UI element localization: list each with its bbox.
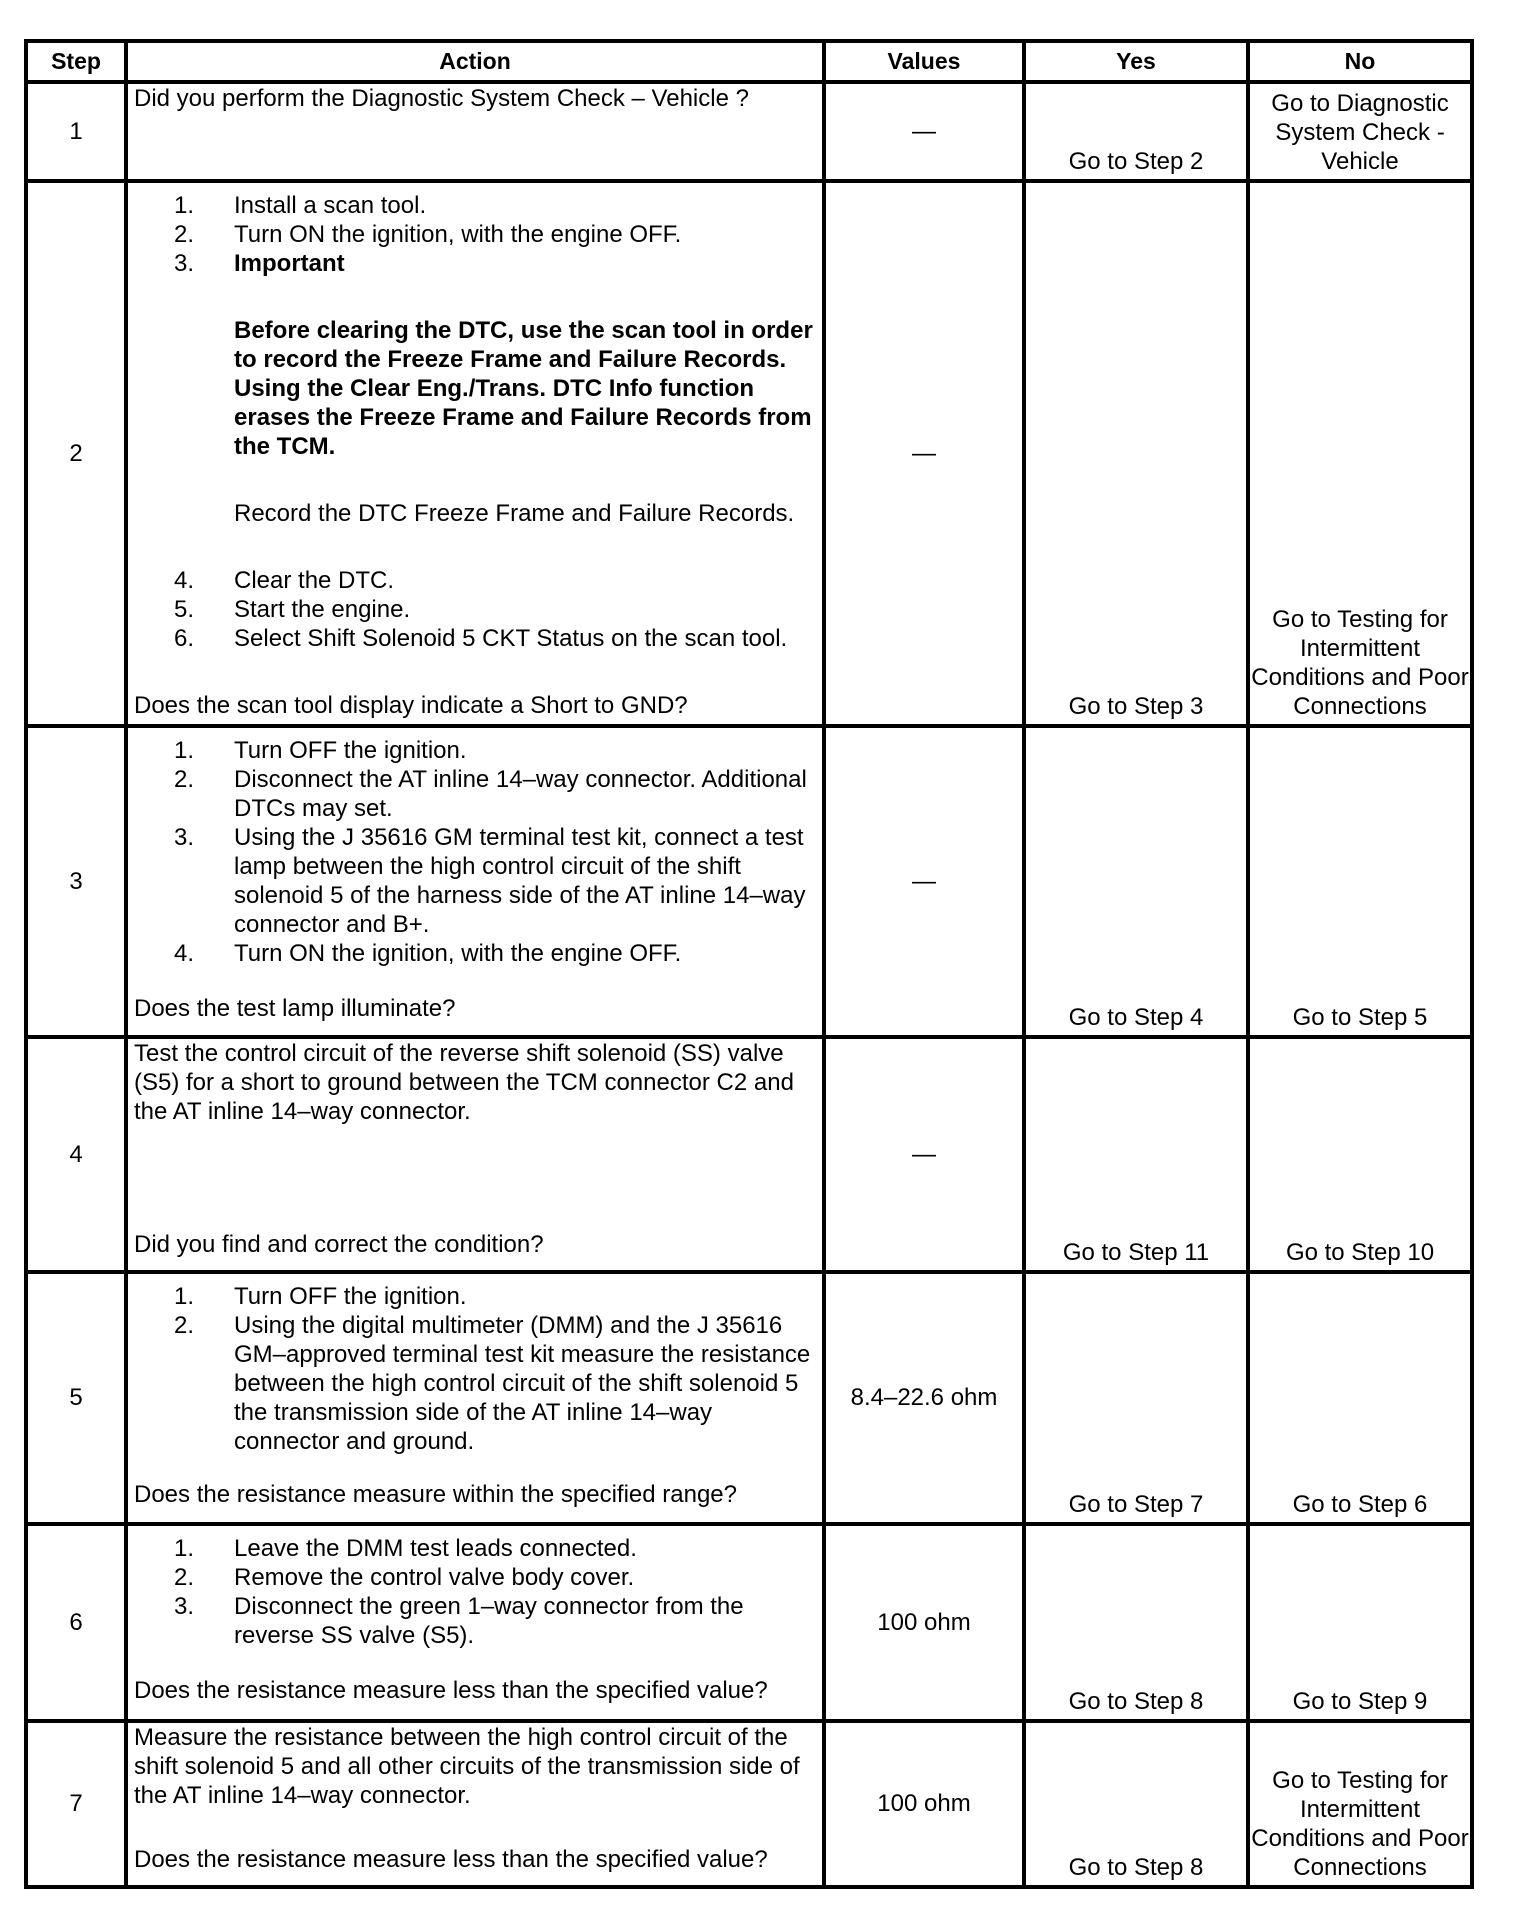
step-number: 4 xyxy=(26,1037,126,1272)
action-steps xyxy=(134,1282,816,1456)
action-cell xyxy=(126,1721,824,1887)
action-cell xyxy=(126,181,824,726)
action-question: Does the resistance measure less than the specified value? xyxy=(134,1846,768,1873)
list-item: 1. Install a scan tool. xyxy=(173,192,427,219)
header-step: Step xyxy=(26,41,126,82)
yes-cell: Go to Step 7 xyxy=(1024,1272,1248,1524)
list-item: 2. Turn ON the ignition, with the engine OFF. xyxy=(173,221,682,248)
header-action: Action xyxy=(126,41,824,82)
important-text: Before clearing the DTC, use the scan tool in order to record the Freeze Frame and Failure Records. Using the Clear Eng./Trans. DTC Info function erases the Freeze Frame and Failure Records from the TCM. xyxy=(234,317,813,460)
yes-cell: Go to Step 8 xyxy=(1024,1721,1248,1887)
table-row xyxy=(26,1272,1472,1524)
value-cell: — xyxy=(824,726,1024,1037)
list-item: 4. Turn ON the ignition, with the engine OFF. xyxy=(173,940,682,967)
yes-cell: Go to Step 8 xyxy=(1024,1524,1248,1721)
value-cell: 100 ohm xyxy=(824,1524,1024,1721)
no-cell: Go to Diagnostic System Check - Vehicle xyxy=(1248,82,1472,181)
header-values: Values xyxy=(824,41,1024,82)
list-item: 1. Turn OFF the ignition. xyxy=(173,737,467,764)
action-intro: Did you perform the Diagnostic System Check – Vehicle ? xyxy=(134,85,749,112)
action-question: Did you find and correct the condition? xyxy=(134,1231,544,1258)
action-intro: Test the control circuit of the reverse shift solenoid (SS) valve (S5) for a short to ground between the TCM connector C2 and the AT inline 14–way connector. xyxy=(134,1040,794,1125)
yes-cell: Go to Step 4 xyxy=(1024,726,1248,1037)
step-number: 1 xyxy=(26,82,126,181)
action-cell xyxy=(126,726,824,1037)
yes-cell: Go to Step 11 xyxy=(1024,1037,1248,1272)
list-item: 4. Clear the DTC. xyxy=(173,567,395,594)
list-item: 1. Turn OFF the ignition. xyxy=(173,1283,467,1310)
yes-cell: Go to Step 2 xyxy=(1024,82,1248,181)
value-cell: 100 ohm xyxy=(824,1721,1024,1887)
action-question: Does the resistance measure within the specified range? xyxy=(134,1481,737,1508)
important-label: Important xyxy=(234,250,345,277)
table-row xyxy=(26,726,1472,1037)
table-row xyxy=(26,1721,1472,1887)
diagnostic-table xyxy=(24,39,1474,1889)
no-cell: Go to Step 10 xyxy=(1248,1037,1472,1272)
value-cell: — xyxy=(824,82,1024,181)
list-item: 2. Using the digital multimeter (DMM) and the J 35616 GM–approved terminal test kit measure the resistance between the high control circuit of the shift solenoid 5 the transmission side of the AT inline 14–way connector and ground. xyxy=(173,1312,811,1455)
no-cell: Go to Testing for Intermittent Conditions and Poor Connections xyxy=(1248,1721,1472,1887)
step-number: 2 xyxy=(26,181,126,726)
no-cell: Go to Testing for Intermittent Conditions and Poor Connections xyxy=(1248,181,1472,726)
action-steps xyxy=(134,191,816,653)
table-row xyxy=(26,181,1472,726)
action-question: Does the test lamp illuminate? xyxy=(134,995,456,1022)
header-no: No xyxy=(1248,41,1472,82)
table-row xyxy=(26,1037,1472,1272)
header-yes: Yes xyxy=(1024,41,1248,82)
action-question: Does the scan tool display indicate a Short to GND? xyxy=(134,692,688,719)
step-number: 5 xyxy=(26,1272,126,1524)
action-cell xyxy=(126,1272,824,1524)
table-row xyxy=(26,82,1472,181)
yes-cell: Go to Step 3 xyxy=(1024,181,1248,726)
list-item: 6. Select Shift Solenoid 5 CKT Status on the scan tool. xyxy=(173,625,788,652)
step-number: 7 xyxy=(26,1721,126,1887)
list-item: 3. Important xyxy=(134,249,816,278)
action-cell xyxy=(126,1524,824,1721)
no-cell: Go to Step 6 xyxy=(1248,1272,1472,1524)
list-item: 1. Leave the DMM test leads connected. xyxy=(173,1535,637,1562)
step-number: 6 xyxy=(26,1524,126,1721)
table-row xyxy=(26,1524,1472,1721)
action-cell xyxy=(126,82,824,181)
no-cell: Go to Step 9 xyxy=(1248,1524,1472,1721)
list-item: 3. Disconnect the green 1–way connector from the reverse SS valve (S5). xyxy=(173,1593,744,1649)
action-steps xyxy=(134,1534,816,1650)
header-row xyxy=(26,41,1472,82)
list-item: 5. Start the engine. xyxy=(173,596,411,623)
action-question: Does the resistance measure less than the specified value? xyxy=(134,1677,768,1704)
action-steps xyxy=(134,736,816,968)
list-item: 2. Remove the control valve body cover. xyxy=(173,1564,635,1591)
action-intro: Measure the resistance between the high control circuit of the shift solenoid 5 and all other circuits of the transmission side of the AT inline 14–way connector. xyxy=(134,1724,800,1809)
list-item: 2. Disconnect the AT inline 14–way connector. Additional DTCs may set. xyxy=(173,766,807,822)
list-item: 3. Using the J 35616 GM terminal test kit, connect a test lamp between the high control circuit of the shift solenoid 5 of the harness side of the AT inline 14–way connector and B+. xyxy=(173,824,806,938)
no-cell: Go to Step 5 xyxy=(1248,726,1472,1037)
step-number: 3 xyxy=(26,726,126,1037)
record-text: Record the DTC Freeze Frame and Failure Records. xyxy=(234,500,795,527)
action-cell xyxy=(126,1037,824,1272)
value-cell: — xyxy=(824,1037,1024,1272)
value-cell: — xyxy=(824,181,1024,726)
value-cell: 8.4–22.6 ohm xyxy=(824,1272,1024,1524)
